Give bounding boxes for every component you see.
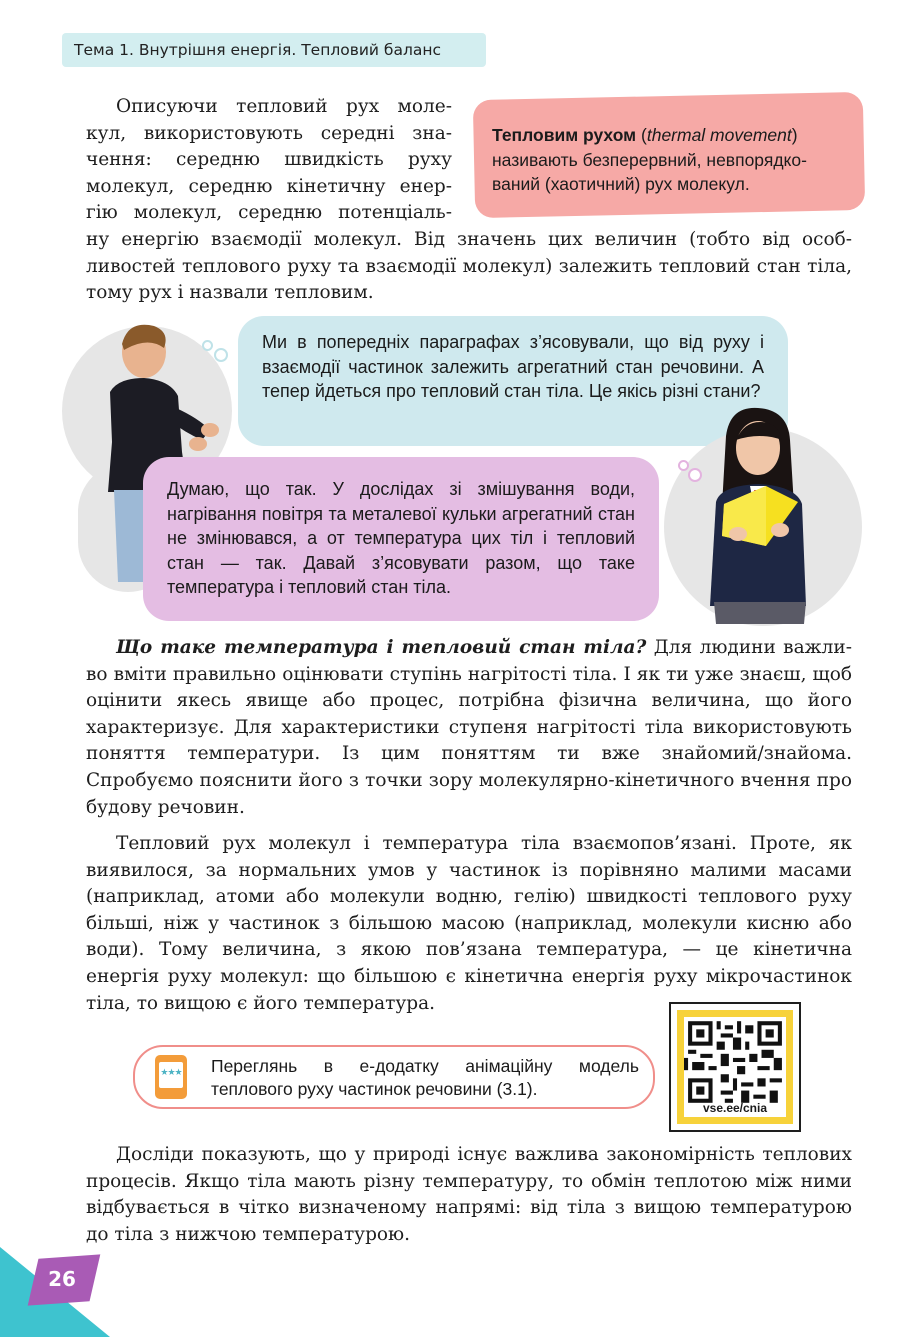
thought-dot xyxy=(214,348,228,362)
paragraph-3: Тепловий рух молекул і температура тіла взаємопов’язані. Проте, як виявилося, за нормальних умов у частинок із порівняно малими масами (наприклад, атоми або молекули водню, гелію) швидкості теплового руху більші, ніж у частинок з більшою масою (наприклад, молекули кисню або води). Тому величина, з якою пов’язана температура, — це кінетична енергія руху молекул: що більшою є кінетична енергія руху мікрочастинок тіла, то вищою є його температура. xyxy=(86,833,852,1014)
girl-speech-bubble: Думаю, що так. У дослідах зі змішування води, нагрівання повітря та металевої кульки агрегатний стан не змінювався, а от температура цих тіл і тепловий стан — так. Давай з’ясовувати разом, що таке температура і тепловий стан тіла. xyxy=(143,457,659,621)
topic-header: Тема 1. Внутрішня енергія. Тепловий баланс xyxy=(62,33,486,67)
paragraph-2 xyxy=(86,635,852,821)
page-number: 26 xyxy=(48,1267,76,1291)
definition-text: Тепловим рухом (thermal movement) називають безперервний, невпорядко-ваний (хаотичний) рух молекул. xyxy=(492,125,807,194)
paragraph-1-rest: ну енергію взаємодії молекул. Від значень цих величин (тобто від особливостей теплового руху та взаємодії молекул) залежить тепловий стан тіла, тому рух і назвали тепловим. xyxy=(86,229,852,304)
thought-dot xyxy=(678,460,689,471)
section-question: Що таке температура і тепловий стан тіла? xyxy=(116,637,647,658)
girl-illustration xyxy=(700,406,820,624)
p1-line-5: гію молекул, середню потенціаль- xyxy=(86,202,452,224)
paragraph-1-narrow xyxy=(86,94,452,227)
p1-line-2: кул, використовують середні зна- xyxy=(86,122,452,144)
boy-speech-bubble: Ми в попередніх параграфах з’ясовували, що від руху і взаємодії частинок залежить агрегатний стан речовини. А тепер йдеться про тепловий стан тіла. Це якісь різні стани? xyxy=(238,316,788,446)
definition-term-en: thermal movement xyxy=(646,125,792,145)
p1-line-3: чення: середню швидкість руху xyxy=(86,149,452,171)
phone-app-icon: ★★★ xyxy=(155,1055,187,1099)
qr-code[interactable] xyxy=(669,1002,801,1132)
qr-code-pattern xyxy=(684,1021,786,1103)
p1-line-4: молекул, середню кінетичну енер- xyxy=(86,175,452,197)
paragraph-4: Досліди показують, що у природі існує важлива закономірність теплових процесів. Якщо тіла мають різну температуру, то обмін теплотою між ними відбувається в чітко визначеному напрямі: від тіла з вищою температурою до тіла з нижчою температурою. xyxy=(86,1144,852,1245)
definition-term: Тепловим рухом xyxy=(492,125,637,145)
qr-label: vse.ee/cnia xyxy=(702,1101,768,1115)
p1-line-1: Описуючи тепловий рух моле- xyxy=(116,96,452,117)
paragraph-2-body: Для людини важливо вміти правильно оцінювати ступінь нагрітості тіла. І як ти уже знаєш, щоб оцінити якесь явище або процес, потрібна фізична величина, що його характеризує. Для характеристики ступеня нагрітості тіла використовують поняття температури. Із цим поняттям ти вже знайомий/знайома. Спробуємо пояснити його з точки зору молекулярно-кінетичного вчення про будову речовин. xyxy=(86,637,852,818)
hint-text: Переглянь в е-додатку анімаційну модель теплового руху частинок речовини (3.1). xyxy=(211,1056,639,1099)
e-supplement-hint[interactable] xyxy=(133,1045,655,1109)
thought-dot xyxy=(202,340,213,351)
definition-body: називають безперервний, невпорядко-ваний (хаотичний) рух молекул. xyxy=(492,149,807,194)
thought-dot xyxy=(688,468,702,482)
